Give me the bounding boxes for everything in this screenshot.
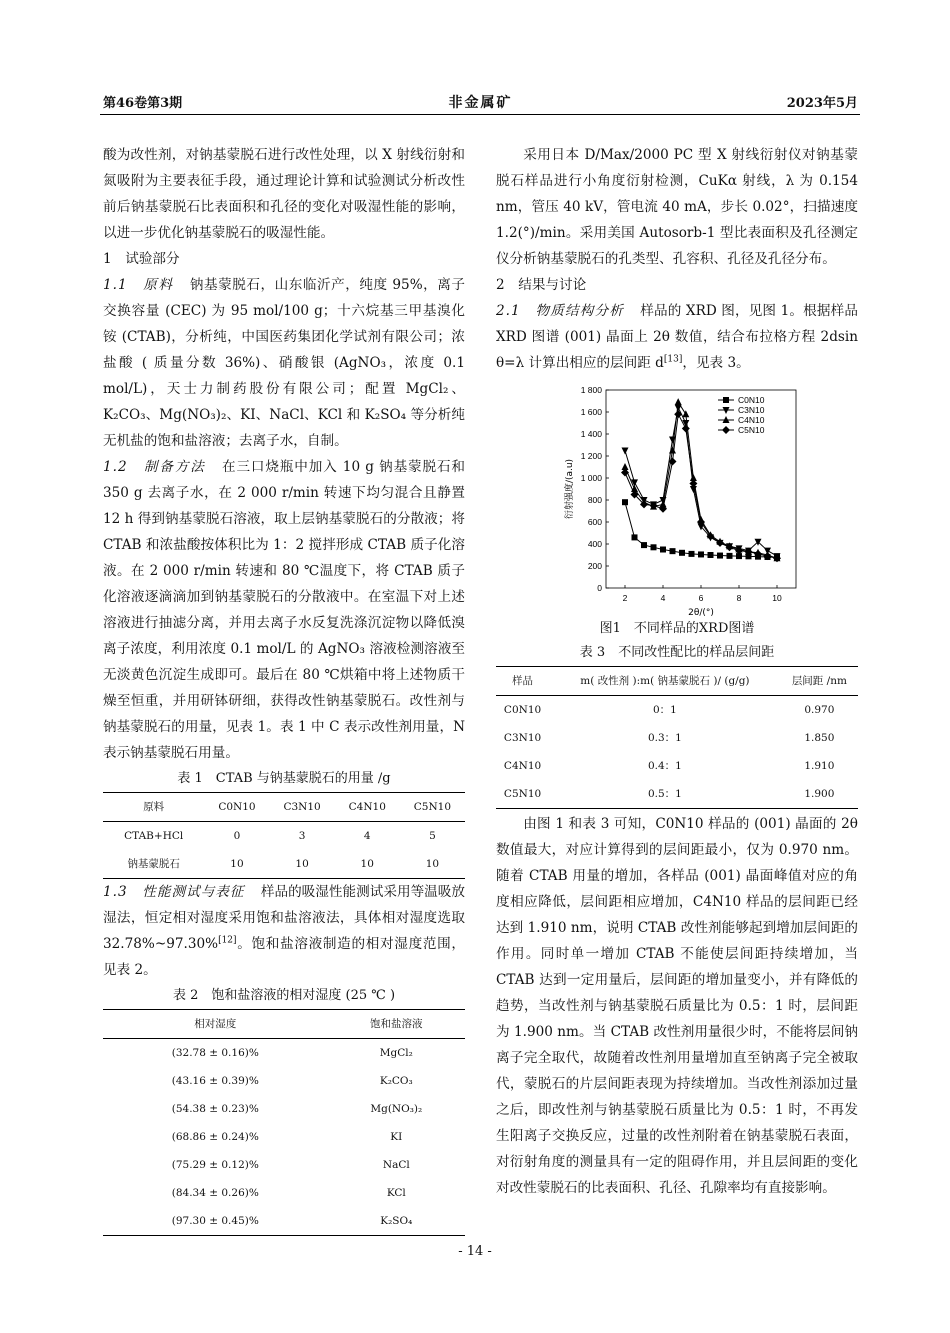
data-point-c0n10: [651, 544, 657, 550]
table-cell: 0.3：1: [647, 732, 682, 744]
table-cell: 1.850: [804, 732, 835, 744]
table-3-header: m( 改性剂 ):m( 钠基蒙脱石 )/ (g/g): [549, 667, 781, 696]
table-cell: 4: [363, 830, 371, 842]
section-1-3-body: 样品的吸湿性能测试采用等温吸放湿法，恒定相对湿度采用饱和盐溶液法，具体相对湿度选取 32.78%~97.30%: [103, 884, 465, 952]
data-point-c0n10: [679, 550, 685, 556]
table-row: [103, 1095, 465, 1123]
table-cell: 0.970: [804, 704, 835, 716]
header-rule: [100, 114, 860, 115]
table-cell: 10: [360, 858, 374, 870]
x-axis-label: 2θ/(°): [688, 608, 714, 616]
table-cell: 0.5：1: [647, 788, 682, 800]
table-cell: 1.910: [804, 760, 835, 772]
table-2-header-row: [103, 1010, 465, 1039]
y-tick-label: 1 800: [580, 385, 602, 395]
y-tick-label: 800: [587, 495, 602, 505]
table-1-header: C3N10: [270, 793, 335, 822]
data-point-c0n10: [727, 553, 733, 559]
y-tick-label: 400: [587, 539, 602, 549]
data-point-c0n10: [670, 548, 676, 554]
table-1-caption: 表 1 CTAB 与钠基蒙脱石的用量 /g: [177, 771, 391, 786]
table-cell: 10: [295, 858, 309, 870]
table-cell: 0.4：1: [647, 760, 682, 772]
xrd-figure: [496, 376, 858, 616]
table-3-header: 样品: [496, 667, 549, 696]
section-1-3-tail: 。饱和盐溶液制造的相对湿度范围，见表 2。: [103, 936, 465, 978]
table-cell: K₂SO₄: [380, 1215, 413, 1227]
table-cell: KI: [390, 1131, 403, 1143]
y-tick-label: 1 400: [580, 429, 602, 439]
series-line-c5n10: [625, 414, 777, 558]
table-2: [103, 1009, 465, 1236]
method-paragraph: 采用日本 D/Max/2000 PC 型 X 射线衍射仪对钠基蒙脱石样品进行小角度衍射检测，CuKα 射线，λ 为 0.154 nm，管压 40 kV，管电流 40 mA，步长 0.02°，扫描速度 1.2(°)/min。采用美国 Autosorb-1 型比表面积及孔径测定仪分析钠基蒙脱石的孔类型、孔容积、孔径及孔径分布。: [496, 147, 858, 267]
table-3-header: 层间距 /nm: [781, 667, 858, 696]
table-cell: 3: [298, 830, 306, 842]
table-cell: 10: [425, 858, 440, 870]
table-3-header-row: [496, 667, 858, 696]
table-1-header-row: [103, 793, 465, 822]
section-1-2-title: 1.2 制备方法: [103, 459, 206, 475]
page-header: [103, 92, 858, 112]
table-cell: (68.86 ± 0.24)%: [171, 1131, 259, 1143]
table-2-header: 饱和盐溶液: [328, 1010, 465, 1039]
table-cell: 5: [429, 830, 436, 842]
section-2-1: [496, 298, 858, 376]
table-cell: 0：1: [652, 704, 677, 716]
table-cell: (54.38 ± 0.23)%: [171, 1103, 259, 1115]
section-1-3-title: 1.3 性能测试与表征: [103, 884, 245, 900]
table-row: [496, 724, 858, 752]
table-1-header: C4N10: [335, 793, 400, 822]
data-point-c5n10: [682, 425, 690, 433]
section-1-heading: 1 试验部分: [103, 251, 180, 267]
data-point-c3n10: [622, 448, 629, 455]
table-1-header: C5N10: [400, 793, 465, 822]
discussion-paragraph: 由图 1 和表 3 可知，C0N10 样品的 (001) 晶面的 2θ 数值最大，对应计算得到的层间距最小，仅为 0.970 nm。随着 CTAB 用量的增加，各样品 (001) 晶面峰值对应的角度相应降低，层间距相应增加，C4N10 样品的层间距已经达到 1.910 nm，说明 CTAB 改性剂能够起到增加层间距的作用。同时单一增加 CTAB 不能使层间距持续增加，当 CTAB 达到一定用量后，层间距的增加量变小，并有降低的趋势，当改性剂与钠基蒙脱石质量比为 0.5：1 时，层间距为 1.900 nm。当 CTAB 改性剂用量很少时，不能将层间钠离子完全取代，故随着改性剂用量增加直至钠离子完全被取代，蒙脱石的片层间距表现为持续增加。当改性剂添加过量之后，即改性剂与钠基蒙脱石质量比为 0.5：1 时，不再发生阳离子交换反应，过量的改性剂附着在钠基蒙脱石表面，对衍射角度的测量具有一定的阻碍作用，并且层间距的变化对改性蒙脱石的比表面积、孔径、孔隙率均有直接影响。: [496, 816, 858, 1196]
x-tick-label: 8: [736, 593, 742, 603]
y-tick-label: 1 000: [580, 473, 602, 483]
table-cell: CTAB+HCl: [124, 830, 184, 842]
table-row: [496, 752, 858, 780]
data-point-c0n10: [632, 534, 638, 540]
table-row: [103, 1123, 465, 1151]
table-2-header: 相对湿度: [103, 1010, 328, 1039]
y-tick-label: 1 200: [580, 451, 602, 461]
data-point-c0n10: [622, 499, 628, 505]
table-3-caption: 表 3 不同改性配比的样品层间距: [579, 645, 775, 660]
data-point-c4n10: [669, 447, 676, 454]
intro-paragraph-end: 酸为改性剂，对钠基蒙脱石进行改性处理，以 X 射线衍射和氮吸附为主要表征手段，通过理论计算和试验测试分析改性前后钠基蒙脱石比表面积和孔径的变化对吸湿性能的影响，以进一步优化钠基蒙脱石的吸湿性能。: [103, 147, 465, 241]
citation-13: [13]: [663, 354, 683, 365]
y-tick-label: 600: [587, 517, 602, 527]
table-cell: 钠基蒙脱石: [127, 858, 180, 870]
journal-title: 非金属矿: [448, 95, 513, 111]
data-point-c4n10: [675, 398, 682, 405]
table-cell: (97.30 ± 0.45)%: [171, 1215, 259, 1227]
table-1-header: C0N10: [204, 793, 269, 822]
data-point-c0n10: [717, 553, 723, 559]
table-cell: 0: [233, 830, 241, 842]
table-1: [103, 792, 465, 879]
table-cell: C4N10: [503, 760, 542, 772]
table-cell: (32.78 ± 0.16)%: [171, 1047, 259, 1059]
legend-label: C5N10: [738, 425, 765, 435]
right-column: [496, 142, 858, 1201]
table-row: [103, 822, 465, 851]
section-1-2-body: 在三口烧瓶中加入 10 g 钠基蒙脱石和 350 g 去离子水，在 2 000 r/min 转速下均匀混合且静置 12 h 得到钠基蒙脱石溶液，取上层钠基蒙脱石的分散液；将 CTAB 和浓盐酸按体积比为 1：2 搅拌形成 CTAB 质子化溶液。在 2 000 r/min 转速和 80 ℃温度下，将 CTAB 质子化溶液逐滴滴加到钠基蒙脱石的分散液中。在室温下对上述溶液进行抽滤分离，并用去离子水反复洗涤沉淀物以降低溴离子浓度，利用浓度 0.1 mol/L 的 AgNO₃ 溶液检测溶液至无淡黄色沉淀生成即可。最后在 80 ℃烘箱中将上述物质干燥至恒重，并用研钵研细，获得改性钠基蒙脱石。改性剂与钠基蒙脱石的用量，见表 1。表 1 中 C 表示改性剂用量，N 表示钠基蒙脱石用量。: [103, 459, 465, 761]
data-point-c0n10: [708, 552, 714, 558]
y-axis-label: 衍射强度/(a.u): [565, 458, 575, 520]
data-point-c0n10: [641, 542, 647, 548]
citation-12: [12]: [218, 935, 237, 946]
data-point-c0n10: [660, 547, 666, 553]
data-point-c0n10: [689, 551, 695, 557]
section-1-2: [103, 454, 465, 766]
table-cell: C5N10: [503, 788, 542, 800]
x-tick-label: 4: [660, 593, 666, 603]
legend-marker: [723, 397, 729, 403]
x-tick-label: 2: [622, 593, 628, 603]
data-point-c4n10: [682, 410, 689, 417]
table-row: [103, 1067, 465, 1095]
table-row: [496, 780, 858, 809]
xrd-chart: [496, 376, 858, 616]
section-1-1-body: 钠基蒙脱石，山东临沂产，纯度 95%，离子交换容量 (CEC) 为 95 mol/100 g；十六烷基三甲基溴化铵 (CTAB)，分析纯，中国医药集团化学试剂有限公司；浓盐酸 ( 质量分数 36%)、硝酸银 (AgNO₃，浓度 0.1 mol/L)，天士力制药股份有限公司；配置 MgCl₂、K₂CO₃、Mg(NO₃)₂、KI、NaCl、KCl 和 K₂SO₄ 等分析纯无机盐的饱和盐溶液；去离子水，自制。: [103, 277, 465, 449]
section-2-1-tail: ，见表 3。: [682, 355, 750, 371]
section-1-1-title: 1.1 原料: [103, 277, 174, 293]
table-cell: 10: [230, 858, 244, 870]
table-row: [103, 1151, 465, 1179]
legend-marker: [722, 426, 730, 434]
y-tick-label: 0: [597, 583, 602, 593]
section-2-heading: 2 结果与讨论: [496, 277, 587, 293]
section-1-3: [103, 879, 465, 983]
issue-date: 2023年5月: [786, 96, 858, 111]
section-2-1-body: 样品的 XRD 图，见图 1。根据样品 XRD 图谱 (001) 晶面上 2θ 数值，结合布拉格方程 2dsin θ=λ 计算出相应的层间距 d: [496, 303, 858, 371]
data-point-c5n10: [674, 410, 682, 418]
table-cell: C3N10: [503, 732, 542, 744]
table-cell: NaCl: [382, 1159, 410, 1171]
table-3: [496, 666, 858, 809]
table-cell: Mg(NO₃)₂: [370, 1103, 423, 1115]
table-row: [103, 1039, 465, 1068]
figure-1-caption: 图1 不同样品的XRD图谱: [599, 621, 755, 636]
table-2-caption: 表 2 饱和盐溶液的相对湿度 (25 ℃ ): [172, 988, 396, 1003]
legend-label: C4N10: [738, 415, 765, 425]
table-cell: (84.34 ± 0.26)%: [171, 1187, 259, 1199]
x-tick-label: 6: [698, 593, 704, 603]
table-cell: (75.29 ± 0.12)%: [171, 1159, 259, 1171]
table-cell: K₂CO₃: [379, 1075, 413, 1087]
table-cell: MgCl₂: [379, 1047, 413, 1059]
section-2-1-title: 2.1 物质结构分析: [496, 303, 624, 319]
data-point-c0n10: [698, 551, 704, 557]
section-1-1: [103, 272, 465, 454]
legend-label: C0N10: [738, 395, 765, 405]
table-1-header: 原料: [103, 793, 204, 822]
left-column: [103, 142, 465, 1236]
table-cell: KCl: [386, 1187, 406, 1199]
table-row: [496, 696, 858, 725]
legend-label: C3N10: [738, 405, 765, 415]
page-number: - 14 -: [458, 1244, 492, 1259]
table-row: [103, 1179, 465, 1207]
table-cell: 1.900: [804, 788, 835, 800]
y-tick-label: 200: [587, 561, 602, 571]
table-row: [103, 1207, 465, 1236]
table-cell: C0N10: [503, 704, 542, 716]
x-tick-label: 10: [772, 593, 782, 603]
table-row: [103, 850, 465, 879]
table-cell: (43.16 ± 0.39)%: [171, 1075, 259, 1087]
y-tick-label: 1 600: [580, 407, 602, 417]
journal-issue: 第46卷第3期: [103, 96, 183, 111]
